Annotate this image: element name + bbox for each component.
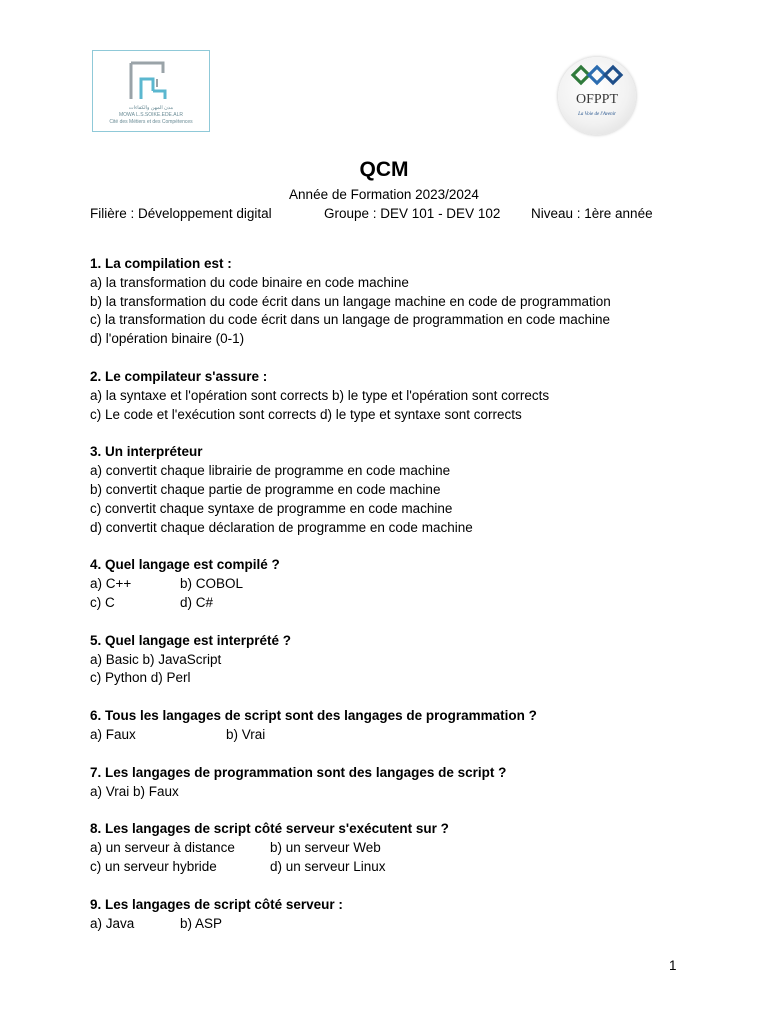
answer-line: [90, 500, 690, 519]
answer-option: d) C#: [180, 594, 214, 610]
question-title: 9. Les langages de script côté serveur :: [90, 896, 343, 912]
answer-option: c) la transformation du code écrit dans un langage de programmation en code machine: [90, 312, 611, 328]
question-title: 3. Un interpréteur: [90, 444, 203, 460]
answer-option: b) COBOL: [180, 576, 244, 592]
answer-option: d) un serveur Linux: [270, 858, 386, 874]
answer-line: [90, 575, 690, 594]
niveau-label: Niveau : 1ère année: [531, 206, 653, 221]
question-block: [90, 255, 690, 349]
training-year: Année de Formation 2023/2024: [289, 187, 479, 202]
answer-line: [90, 726, 690, 745]
question-block: [90, 820, 690, 876]
answer-line: [90, 594, 690, 613]
logo-left-line-3: Cité des Métiers et des Compétences: [109, 119, 193, 125]
answer-line: [90, 669, 690, 688]
question-title: 5. Quel langage est interprété ?: [90, 632, 292, 648]
answer-option: b) ASP: [180, 915, 223, 931]
answer-option: a) la syntaxe et l'opération sont corrects b) le type et l'opération sont corrects: [90, 387, 550, 403]
groupe-label: Groupe : DEV 101 - DEV 102: [324, 206, 501, 221]
answer-option: b) Vrai: [226, 726, 266, 742]
question-title: 4. Quel langage est compilé ?: [90, 557, 280, 573]
answer-option: a) Java: [90, 915, 135, 931]
answer-line: [90, 783, 690, 802]
answer-option: b) un serveur Web: [270, 840, 381, 856]
cmc-logo: [92, 50, 210, 132]
answer-option: c) Python d) Perl: [90, 670, 191, 686]
answer-line: [90, 519, 690, 538]
ofppt-logo-icon: [558, 57, 636, 135]
question-block: [90, 556, 690, 612]
answer-option: d) l'opération binaire (0-1): [90, 331, 245, 347]
answer-option: c) convertit chaque syntaxe de programme en code machine: [90, 500, 453, 516]
answer-option: c) Le code et l'exécution sont corrects d) le type et syntaxe sont corrects: [90, 406, 522, 422]
page-number: 1: [669, 958, 677, 973]
ofppt-logo-tagline: La Voie de l'Avenir: [578, 112, 616, 117]
filiere-label: Filière : Développement digital: [90, 206, 272, 221]
answer-line: [90, 330, 690, 349]
answer-line: [90, 481, 690, 500]
question-block: [90, 764, 690, 802]
answer-line: [90, 311, 690, 330]
answer-line: [90, 293, 690, 312]
answer-option: b) convertit chaque partie de programme en code machine: [90, 481, 441, 497]
question-title: 7. Les langages de programmation sont des langages de script ?: [90, 764, 507, 780]
answer-option: a) un serveur à distance: [90, 840, 235, 856]
question-block: [90, 707, 690, 745]
answer-option: d) convertit chaque déclaration de programme en code machine: [90, 519, 473, 535]
building-logo-icon: [127, 59, 177, 103]
question-block: [90, 896, 690, 934]
answer-option: b) la transformation du code écrit dans un langage machine en code de programmation: [90, 293, 611, 309]
question-block: [90, 368, 690, 424]
question-block: [90, 632, 690, 688]
document-title: QCM: [359, 158, 409, 181]
question-title: 6. Tous les langages de script sont des langages de programmation ?: [90, 708, 537, 724]
question-block: [90, 443, 690, 537]
answer-option: a) Vrai b) Faux: [90, 783, 179, 799]
answer-option: a) convertit chaque librairie de programme en code machine: [90, 463, 451, 479]
answer-line: [90, 274, 690, 293]
answer-line: [90, 651, 690, 670]
answer-line: [90, 839, 690, 858]
answer-option: a) Faux: [90, 726, 136, 742]
answer-line: [90, 387, 690, 406]
answer-line: [90, 406, 690, 425]
answer-line: [90, 462, 690, 481]
answer-line: [90, 915, 690, 934]
logo-left-line-1: مدن المهن والكفاءات: [128, 105, 174, 111]
answer-option: c) C: [90, 594, 115, 610]
answer-option: a) C++: [90, 576, 132, 592]
answer-option: c) un serveur hybride: [90, 858, 217, 874]
logo-left-line-2: MOWA L.S.SOIKE.EDE.ALR: [119, 112, 183, 118]
answer-line: [90, 858, 690, 877]
answer-option: a) Basic b) JavaScript: [90, 651, 222, 667]
question-title: 2. Le compilateur s'assure :: [90, 368, 268, 384]
questions-list: [90, 255, 690, 952]
question-title: 1. La compilation est :: [90, 256, 232, 271]
ofppt-logo-name: OFPPT: [575, 92, 619, 107]
question-title: 8. Les langages de script côté serveur s'exécutent sur ?: [90, 821, 449, 837]
answer-option: a) la transformation du code binaire en code machine: [90, 274, 409, 290]
ofppt-logo: [558, 57, 636, 135]
